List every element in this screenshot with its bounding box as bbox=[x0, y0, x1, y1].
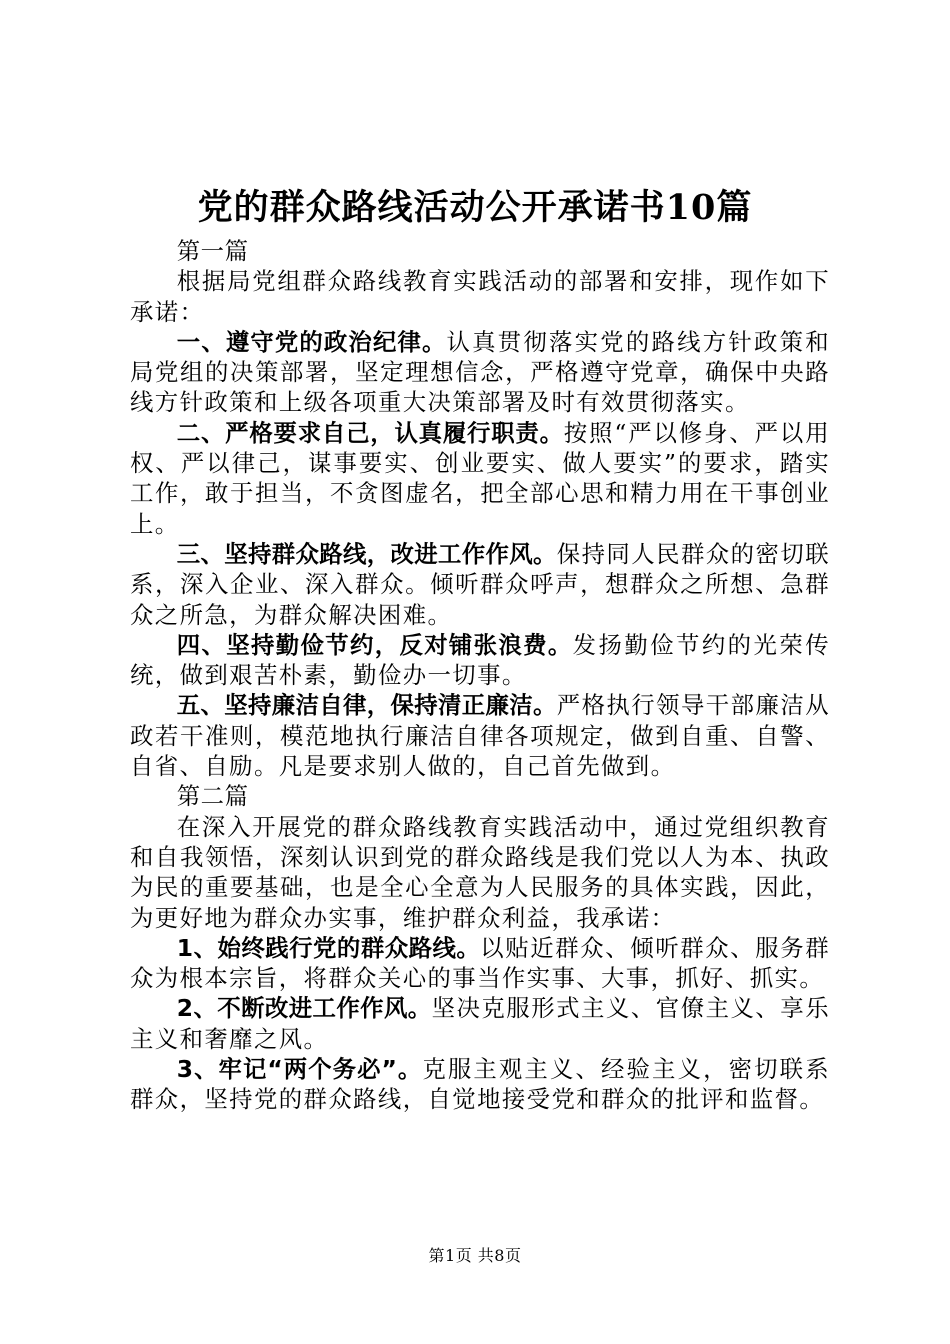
page-number: 第1页 共8页 bbox=[428, 1246, 522, 1265]
commitment-item bbox=[130, 630, 830, 691]
document-body bbox=[130, 236, 830, 1115]
page-footer bbox=[0, 1245, 950, 1267]
commitment-text: 认真贯彻落实党的路线方针政策和局党组的决策部署，坚定理想信念，严格遵守党章，确保中央路线方针政策和上级各项重大决策部署及时有效贯彻落实。 bbox=[130, 327, 830, 417]
commitment-text: 以贴近群众、倾听群众、服务群众为根本宗旨，将群众关心的事当作实事、大事，抓好、抓实。 bbox=[130, 933, 830, 993]
section-label-text: 第二篇 bbox=[176, 782, 249, 811]
commitment-text: 坚决克服形式主义、官僚主义、享乐主义和奢靡之风。 bbox=[130, 994, 830, 1053]
commitment-heading: 1、始终践行党的群众路线。 bbox=[176, 933, 481, 962]
commitment-heading: 二、严格要求自己，认真履行职责。 bbox=[176, 418, 564, 447]
commitment-item bbox=[130, 418, 830, 539]
commitment-text: 严格执行领导干部廉洁从政若干准则，模范地执行廉洁自律各项规定，做到自重、自警、自省、自励。凡是要求别人做的，自己首先做到。 bbox=[130, 691, 830, 781]
paragraph-text: 根据局党组群众路线教育实践活动的部署和安排，现作如下承诺： bbox=[130, 267, 830, 326]
commitment-heading: 一、遵守党的政治纪律。 bbox=[176, 327, 447, 356]
commitment-heading: 四、坚持勤俭节约，反对铺张浪费。 bbox=[176, 630, 573, 659]
commitment-item bbox=[130, 993, 830, 1054]
commitment-heading: 3、牢记“两个务必”。 bbox=[176, 1055, 423, 1084]
commitment-text: 按照“严以修身、严以用权、严以律己，谋事要实、创业要实、做人要实”的要求，踏实工作，敢于担当，不贪图虚名，把全部心思和精力用在干事创业上。 bbox=[130, 418, 830, 538]
document-title: 党的群众路线活动公开承诺书10篇 bbox=[197, 187, 753, 228]
commitment-text: 保持同人民群众的密切联系，深入企业、深入群众。倾听群众呼声，想群众之所想、急群众之所急，为群众解决困难。 bbox=[130, 539, 830, 629]
commitment-text: 发扬勤俭节约的光荣传统，做到艰苦朴素，勤俭办一切事。 bbox=[130, 630, 830, 690]
commitment-item bbox=[130, 1054, 830, 1115]
commitment-item bbox=[130, 690, 830, 781]
section-label-1 bbox=[130, 236, 830, 266]
commitment-heading: 2、不断改进工作作风。 bbox=[176, 994, 432, 1023]
commitment-text: 克服主观主义、经验主义，密切联系群众，坚持党的群众路线，自觉地接受党和群众的批评和监督。 bbox=[130, 1055, 830, 1114]
commitment-heading: 三、坚持群众路线，改进工作作风。 bbox=[176, 539, 557, 568]
intro-paragraph-2 bbox=[130, 812, 830, 933]
section-label-text: 第一篇 bbox=[176, 237, 249, 265]
commitment-heading: 五、坚持廉洁自律，保持清正廉洁。 bbox=[176, 691, 557, 720]
paragraph-text: 在深入开展党的群众路线教育实践活动中，通过党组织教育和自我领悟，深刻认识到党的群众路线是我们党以人为本、执政为民的重要基础，也是全心全意为人民服务的具体实践，因此，为更好地为群众办实事，维护群众利益，我承诺： bbox=[130, 812, 830, 932]
intro-paragraph-1 bbox=[130, 266, 830, 327]
section-label-2 bbox=[130, 781, 830, 811]
commitment-item bbox=[130, 327, 830, 418]
commitment-item bbox=[130, 539, 830, 630]
commitment-item bbox=[130, 933, 830, 994]
